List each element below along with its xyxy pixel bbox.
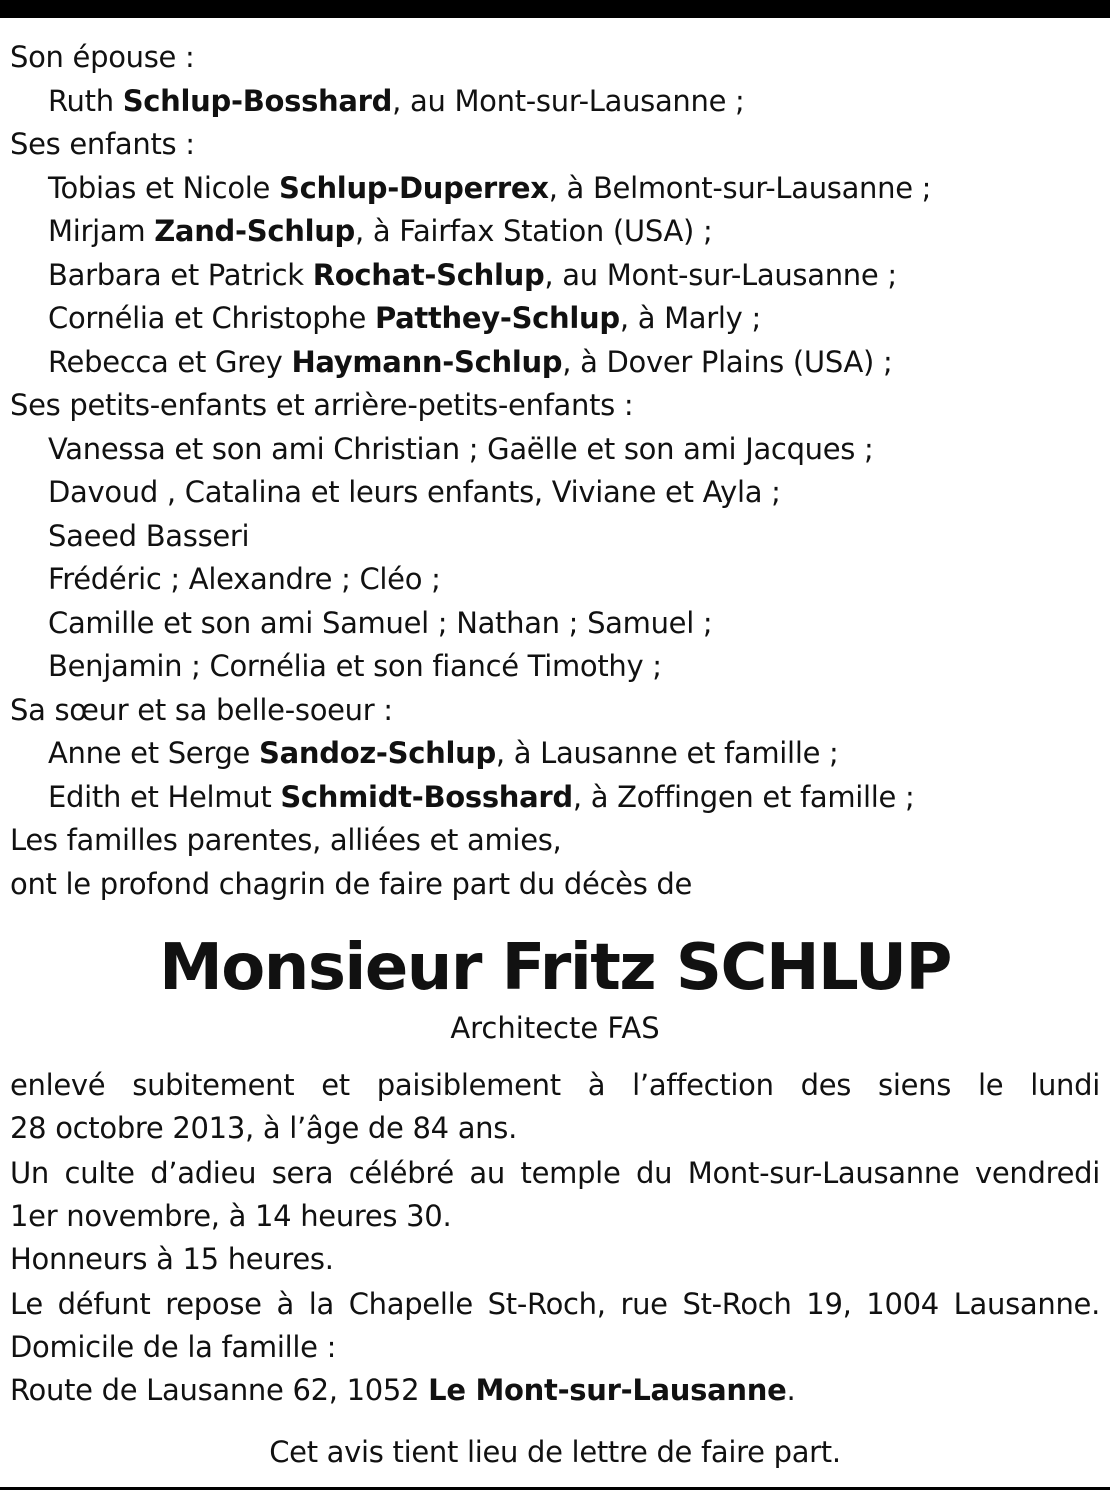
domicile-locality: Le Mont-sur-Lausanne — [428, 1373, 787, 1407]
grandchild-line: Saeed Basseri — [48, 518, 250, 553]
grandchildren-heading: Ses petits-enfants et arrière-petits-enfants : — [10, 388, 634, 422]
child-line: Mirjam Zand-Schlup, à Fairfax Station (USA) ; — [48, 214, 713, 248]
child-line: Tobias et Nicole Schlup-Duperrex, à Belmont-sur-Lausanne ; — [48, 170, 932, 205]
deceased-name: Monsieur Fritz SCHLUP — [159, 931, 951, 1005]
siblings-heading: Sa sœur et sa belle-soeur : — [10, 692, 393, 727]
spouse-line — [10, 80, 1100, 124]
grandchild-line: Vanessa et son ami Christian ; Gaëlle et son ami Jacques ; — [48, 431, 874, 466]
honours-text: Honneurs à 15 heures. — [10, 1242, 334, 1276]
grandchild-line: Frédéric ; Alexandre ; Cléo ; — [48, 562, 441, 596]
top-rule — [0, 0, 1110, 18]
deceased-title: Architecte FAS — [450, 1011, 660, 1045]
families-line: Les familles parentes, alliées et amies, — [10, 823, 562, 857]
death-text-line-1: enlevé subitement et paisiblement à l’affection des siens le lundi — [10, 1068, 1100, 1102]
grandchild-line: Benjamin ; Cornélia et son fiancé Timothy ; — [48, 649, 662, 683]
child-line: Cornélia et Christophe Patthey-Schlup, à Marly ; — [48, 301, 761, 335]
spouse-surname: Schlup-Bosshard — [122, 83, 393, 118]
sibling-line: Edith et Helmut Schmidt-Bosshard, à Zoffingen et famille ; — [48, 779, 915, 814]
service-text-line-2: 1er novembre, à 14 heures 30. — [10, 1198, 452, 1233]
footer-note: Cet avis tient lieu de lettre de faire part. — [269, 1434, 841, 1469]
spouse-heading: Son épouse : — [10, 40, 195, 74]
domicile-address: Route de Lausanne 62, 1052 Le Mont-sur-Lausanne. — [10, 1373, 796, 1407]
obituary-notice — [10, 36, 1100, 1474]
child-line: Barbara et Patrick Rochat-Schlup, au Mont-sur-Lausanne ; — [48, 257, 897, 292]
spouse-location: , au Mont-sur-Lausanne ; — [392, 83, 745, 118]
repose-text: Le défunt repose à la Chapelle St-Roch, rue St-Roch 19, 1004 Lausanne. — [10, 1286, 1100, 1321]
child-line: Rebecca et Grey Haymann-Schlup, à Dover Plains (USA) ; — [48, 344, 893, 379]
domicile-heading: Domicile de la famille : — [10, 1329, 337, 1364]
children-heading: Ses enfants : — [10, 127, 195, 161]
death-text-line-2: 28 octobre 2013, à l’âge de 84 ans. — [10, 1111, 517, 1145]
service-text-line-1: Un culte d’adieu sera célébré au temple du Mont-sur-Lausanne vendredi — [10, 1155, 1100, 1190]
spouse-first-name: Ruth — [48, 83, 123, 118]
announcement-line: ont le profond chagrin de faire part du décès de — [10, 866, 693, 901]
grandchild-line: Camille et son ami Samuel ; Nathan ; Samuel ; — [48, 605, 713, 640]
grandchild-line: Davoud , Catalina et leurs enfants, Viviane et Ayla ; — [48, 475, 781, 509]
bottom-rule — [0, 1487, 1110, 1490]
sibling-line: Anne et Serge Sandoz-Schlup, à Lausanne et famille ; — [48, 736, 839, 770]
